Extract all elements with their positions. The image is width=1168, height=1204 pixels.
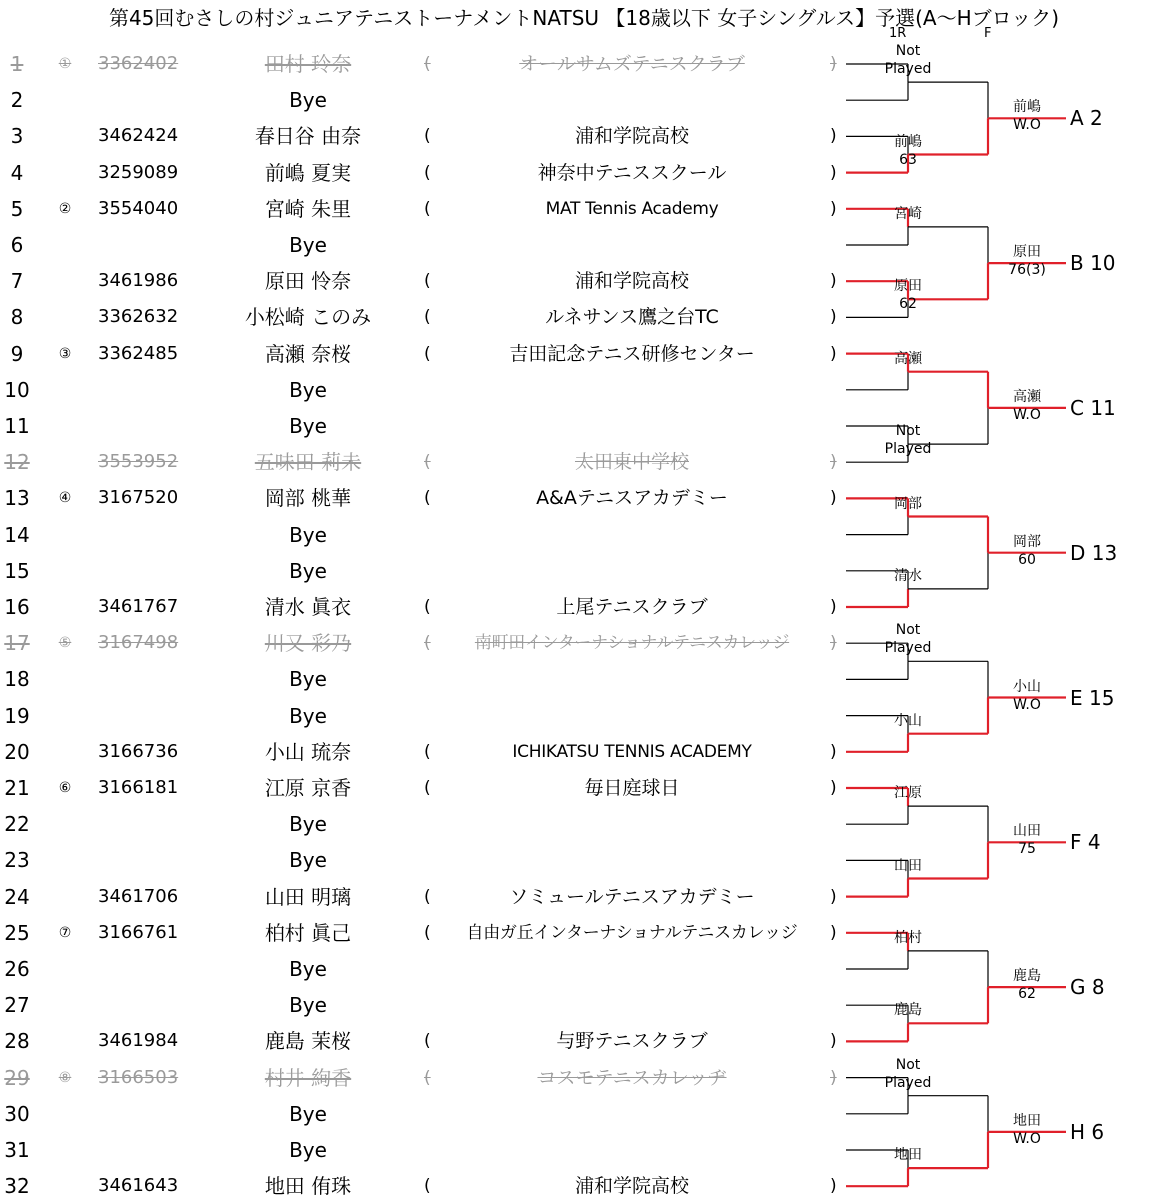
draw-number: 21 <box>4 776 30 800</box>
player-name: Bye <box>289 703 327 728</box>
match-result-line2: W.O <box>1013 696 1041 713</box>
club-open-paren: ( <box>424 886 431 907</box>
match-result-line1: Not <box>895 43 921 60</box>
club-open-paren: ( <box>424 452 431 473</box>
draw-number: 19 <box>4 703 30 728</box>
draw-number: 12 <box>4 450 30 475</box>
match-result-label <box>870 42 946 78</box>
registration-number: 3259089 <box>98 161 179 183</box>
club-close-paren: ) <box>830 54 837 74</box>
draw-number: 3 <box>10 124 24 149</box>
match-result-line1: 原田 <box>894 278 922 295</box>
registration-number: 3461986 <box>98 270 179 292</box>
match-result-label <box>870 133 946 169</box>
registration-number: 3362402 <box>98 53 179 74</box>
match-result-line1: 岡部 <box>1013 533 1041 550</box>
club-name: 上尾テニスクラブ <box>556 596 708 618</box>
match-result-line1: 前嶋 <box>894 133 922 150</box>
registration-number: 3166761 <box>98 921 179 943</box>
player-name: 田村 玲奈 <box>264 52 352 76</box>
club-name: 太田東中学校 <box>574 451 689 474</box>
match-result-label <box>989 967 1065 1003</box>
club-name: ルネサンス鷹之台TC <box>545 306 719 329</box>
match-result-line1: Not <box>895 622 921 639</box>
club-open-paren: ( <box>424 271 431 292</box>
match-result-line2: 60 <box>1018 551 1036 568</box>
match-result-line1: 地田 <box>894 1147 922 1164</box>
player-name: 高瀬 奈桜 <box>264 341 352 366</box>
registration-number: 3362485 <box>98 342 179 364</box>
club-open-paren: ( <box>424 741 431 762</box>
club-close-paren: ) <box>830 126 837 147</box>
block-qualifier-slot: F 4 <box>1070 830 1101 855</box>
player-name: 小山 琉奈 <box>264 739 352 764</box>
block-qualifier-slot: C 11 <box>1070 395 1116 420</box>
player-name: Bye <box>289 848 327 873</box>
draw-number: 23 <box>4 848 30 873</box>
club-name: 南町田インターナショナルテニスカレッジ <box>474 633 790 654</box>
match-result-line1: 地田 <box>1013 1112 1041 1129</box>
club-name: 神奈中テニススクール <box>537 161 727 184</box>
registration-number: 3462424 <box>98 125 179 147</box>
seed-mark: ⑤ <box>58 635 72 652</box>
match-result-line2: Played <box>884 640 932 657</box>
match-result-label <box>989 243 1065 279</box>
club-name: 毎日庭球日 <box>584 777 680 799</box>
match-result-line1: 山田 <box>894 857 922 874</box>
block-qualifier-slot: D 13 <box>1070 540 1118 565</box>
registration-number: 3461767 <box>98 596 179 617</box>
registration-number: 3461643 <box>98 1175 179 1197</box>
draw-number: 13 <box>4 486 30 511</box>
seed-mark: ② <box>58 200 72 217</box>
block-qualifier-slot: E 15 <box>1070 685 1115 710</box>
club-close-paren: ) <box>830 922 837 943</box>
draw-number: 26 <box>4 957 30 981</box>
club-open-paren: ( <box>424 343 431 364</box>
block-qualifier-slot: A 2 <box>1070 106 1103 131</box>
club-close-paren: ) <box>830 198 837 219</box>
match-result-line2: 62 <box>1018 986 1036 1003</box>
draw-number: 32 <box>4 1174 30 1199</box>
club-open-paren: ( <box>424 1031 431 1052</box>
match-result-label <box>989 388 1065 424</box>
match-result-line1: 岡部 <box>894 495 922 512</box>
seed-mark: ④ <box>58 490 72 507</box>
draw-number: 20 <box>4 739 30 764</box>
block-qualifier-slot: B 10 <box>1070 251 1116 276</box>
club-close-paren: ) <box>830 778 837 798</box>
club-name: MAT Tennis Academy <box>545 198 719 219</box>
match-result-label <box>989 822 1065 858</box>
player-name: 川又 彩乃 <box>264 631 352 656</box>
draw-number: 14 <box>4 522 30 547</box>
seed-mark: ⑧ <box>58 1069 72 1086</box>
player-name: 原田 怜奈 <box>264 269 352 294</box>
player-name: 春日谷 由奈 <box>254 124 362 149</box>
draw-number: 8 <box>10 305 24 330</box>
match-result-line1: 小山 <box>894 712 922 729</box>
player-name: 地田 侑珠 <box>264 1174 352 1199</box>
draw-number: 17 <box>4 631 30 656</box>
club-open-paren: ( <box>424 597 431 617</box>
club-open-paren: ( <box>424 488 431 509</box>
match-result-line1: 清水 <box>894 567 922 584</box>
club-close-paren: ) <box>830 162 837 183</box>
match-result-line1: 山田 <box>1013 823 1041 840</box>
player-name: Bye <box>289 1138 327 1162</box>
club-open-paren: ( <box>424 54 431 74</box>
club-name: A&Aテニスアカデミー <box>536 487 728 510</box>
match-result-line1: 鹿島 <box>894 1002 922 1019</box>
match-result-label <box>870 205 946 223</box>
draw-number: 30 <box>4 1101 30 1126</box>
club-close-paren: ) <box>830 1031 837 1052</box>
draw-number: 24 <box>4 884 30 909</box>
match-result-line1: 高瀬 <box>1013 388 1041 405</box>
registration-number: 3362632 <box>98 306 179 328</box>
club-open-paren: ( <box>424 162 431 183</box>
club-open-paren: ( <box>424 126 431 147</box>
club-close-paren: ) <box>830 1176 837 1197</box>
match-result-line2: 62 <box>899 296 917 313</box>
match-result-label <box>870 277 946 313</box>
registration-number: 3166181 <box>98 777 179 798</box>
match-result-line2: Played <box>884 61 932 78</box>
match-result-label <box>870 929 946 947</box>
draw-number: 6 <box>10 233 24 257</box>
match-result-label <box>870 1146 946 1164</box>
match-result-line1: Not <box>895 423 921 440</box>
match-result-line2: 63 <box>899 151 917 168</box>
club-open-paren: ( <box>424 1067 431 1088</box>
draw-number: 11 <box>4 414 30 438</box>
draw-number: 18 <box>4 667 30 692</box>
match-result-label <box>870 350 946 368</box>
match-result-line2: W.O <box>1013 1130 1041 1147</box>
match-result-label <box>989 533 1065 569</box>
player-name: Bye <box>289 377 327 402</box>
match-result-line1: 江原 <box>894 785 922 802</box>
match-result-line2: 76(3) <box>1008 262 1046 279</box>
club-name: 吉田記念テニス研修センター <box>509 342 755 365</box>
match-result-label <box>870 422 946 458</box>
club-open-paren: ( <box>424 922 431 943</box>
draw-number: 2 <box>10 88 24 113</box>
registration-number: 3461706 <box>98 885 179 907</box>
seed-mark: ① <box>58 56 72 72</box>
match-result-line1: 柏村 <box>894 929 922 946</box>
club-open-paren: ( <box>424 198 431 219</box>
player-name: Bye <box>289 957 327 981</box>
draw-number: 29 <box>4 1065 30 1090</box>
seed-mark: ③ <box>58 345 72 362</box>
match-result-label <box>989 678 1065 714</box>
club-name: コスモテニスカレッヂ <box>537 1066 727 1089</box>
draw-number: 31 <box>4 1138 30 1162</box>
club-name: ソミュールテニスアカデミー <box>509 885 755 908</box>
club-close-paren: ) <box>830 488 837 509</box>
match-result-label <box>870 567 946 585</box>
registration-number: 3166736 <box>98 740 179 762</box>
match-result-line1: 高瀬 <box>894 350 922 367</box>
player-name: Bye <box>289 414 327 438</box>
draw-number: 10 <box>4 377 30 402</box>
draw-number: 16 <box>4 595 30 619</box>
club-close-paren: ) <box>830 597 837 617</box>
match-result-line1: 宮崎 <box>894 205 922 222</box>
club-close-paren: ) <box>830 343 837 364</box>
match-result-line2: Played <box>884 441 932 458</box>
club-close-paren: ) <box>830 886 837 907</box>
draw-number: 25 <box>4 920 30 945</box>
draw-number: 1 <box>10 52 24 76</box>
draw-number: 7 <box>10 269 24 294</box>
player-name: Bye <box>289 667 327 692</box>
club-name: 自由ガ丘インターナショナルテニスカレッジ <box>466 922 798 943</box>
match-result-label <box>870 712 946 730</box>
player-name: Bye <box>289 812 327 837</box>
club-close-paren: ) <box>830 271 837 292</box>
club-open-paren: ( <box>424 307 431 328</box>
club-close-paren: ) <box>830 307 837 328</box>
seed-mark: ⑥ <box>58 780 72 796</box>
player-name: 宮崎 朱里 <box>264 196 352 221</box>
match-result-label <box>870 621 946 657</box>
player-name: Bye <box>289 88 327 113</box>
club-name: 浦和学院高校 <box>574 125 689 148</box>
club-open-paren: ( <box>424 1176 431 1197</box>
draw-number: 22 <box>4 812 30 837</box>
match-result-label <box>870 784 946 802</box>
draw-number: 4 <box>10 160 24 185</box>
club-open-paren: ( <box>424 633 431 654</box>
player-name: 江原 京香 <box>264 776 352 800</box>
player-name: Bye <box>289 1101 327 1126</box>
club-name: オールサムズテニスクラブ <box>519 53 745 75</box>
seed-mark: ⑦ <box>58 924 72 941</box>
draw-number: 15 <box>4 558 30 583</box>
match-result-line1: 鹿島 <box>1013 968 1041 985</box>
match-result-line1: 原田 <box>1013 244 1041 261</box>
player-name: 柏村 眞己 <box>264 920 352 945</box>
match-result-line2: W.O <box>1013 117 1041 134</box>
page-title: 第45回むさしの村ジュニアテニストーナメントNATSU 【18歳以下 女子シングルス】予選(A～Hブロック) <box>108 6 1060 30</box>
block-qualifier-slot: G 8 <box>1070 975 1105 1000</box>
match-result-label <box>870 1056 946 1092</box>
match-result-line2: W.O <box>1013 406 1041 423</box>
club-name: 与野テニスクラブ <box>556 1030 708 1053</box>
registration-number: 3553952 <box>98 451 179 473</box>
registration-number: 3167498 <box>98 632 179 654</box>
match-result-label <box>989 1112 1065 1148</box>
player-name: 清水 眞衣 <box>264 595 352 619</box>
club-name: 浦和学院高校 <box>574 270 689 293</box>
match-result-label <box>870 495 946 513</box>
registration-number: 3166503 <box>98 1066 179 1088</box>
player-name: 岡部 桃華 <box>264 486 352 511</box>
player-name: 小松崎 このみ <box>244 305 372 330</box>
registration-number: 3461984 <box>98 1030 179 1052</box>
round-header-1r: 1R <box>889 26 907 41</box>
match-result-label <box>989 98 1065 134</box>
club-close-paren: ) <box>830 1067 837 1088</box>
draw-number: 9 <box>10 341 24 366</box>
match-result-line1: 前嶋 <box>1013 99 1041 116</box>
player-name: Bye <box>289 233 327 257</box>
player-name: Bye <box>289 558 327 583</box>
club-close-paren: ) <box>830 452 837 473</box>
player-name: 村井 絢香 <box>264 1065 352 1090</box>
match-result-line1: 小山 <box>1013 678 1041 695</box>
round-header-final: F <box>984 26 992 41</box>
club-close-paren: ) <box>830 633 837 654</box>
draw-number: 28 <box>4 1029 30 1054</box>
club-name: 浦和学院高校 <box>574 1175 689 1198</box>
registration-number: 3554040 <box>98 197 179 219</box>
club-name: ICHIKATSU TENNIS ACADEMY <box>512 741 752 762</box>
draw-number: 27 <box>4 993 30 1018</box>
player-name: 鹿島 茉桜 <box>264 1029 352 1054</box>
match-result-label <box>870 857 946 875</box>
registration-number: 3167520 <box>98 487 179 509</box>
match-result-line2: Played <box>884 1074 932 1091</box>
player-name: Bye <box>289 522 327 547</box>
player-name: 五味田 莉未 <box>254 450 362 475</box>
match-result-line2: 75 <box>1018 841 1036 858</box>
club-open-paren: ( <box>424 778 431 798</box>
player-name: Bye <box>289 993 327 1018</box>
match-result-label <box>870 1001 946 1019</box>
block-qualifier-slot: H 6 <box>1070 1119 1105 1144</box>
player-name: 山田 明璃 <box>264 884 352 909</box>
draw-number: 5 <box>10 196 24 221</box>
player-name: 前嶋 夏実 <box>264 160 352 185</box>
match-result-line1: Not <box>895 1056 921 1073</box>
club-close-paren: ) <box>830 741 837 762</box>
